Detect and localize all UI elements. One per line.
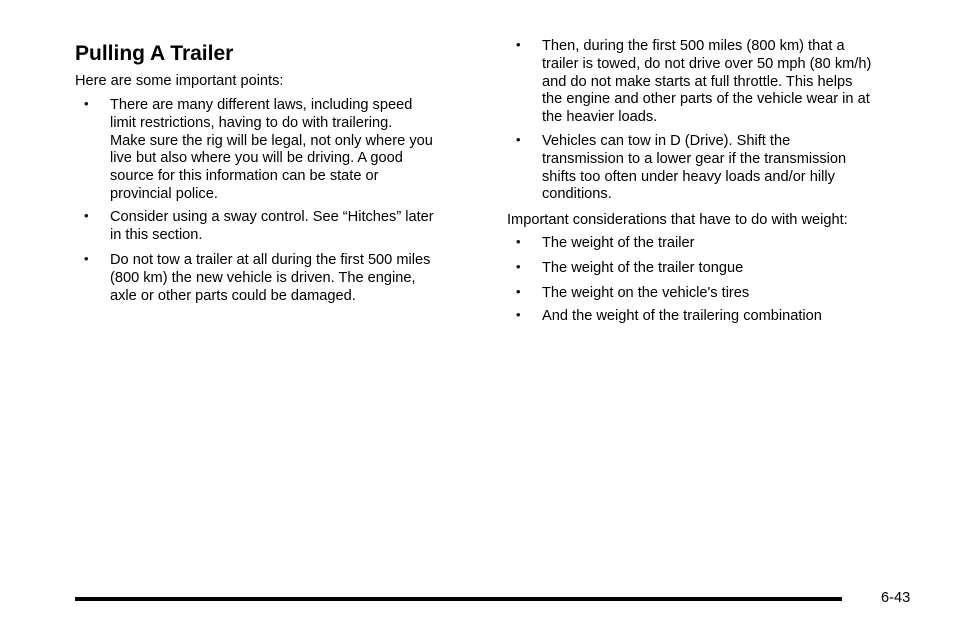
page-title: Pulling A Trailer (75, 42, 234, 65)
bullet-line: transmission to a lower gear if the transmission (542, 150, 847, 167)
bullet-line: And the weight of the trailering combination (542, 308, 822, 325)
bullet-line: The weight of the trailer tongue (542, 259, 744, 276)
bullet-line: conditions. (542, 186, 612, 203)
bullet-line: the heavier loads. (542, 109, 658, 126)
bullet-line: provincial police. (110, 185, 218, 202)
bullet-line: Make sure the rig will be legal, not only where you (110, 132, 433, 149)
bullet-line: The weight on the vehicle's tires (542, 284, 750, 301)
bullet-dot: • (516, 37, 521, 52)
bullet-line: (800 km) the new vehicle is driven. The engine, (110, 269, 416, 286)
page-number: 6-43 (881, 590, 911, 606)
bullet-line: There are many different laws, including speed (110, 97, 413, 113)
bullet-line: Do not tow a trailer at all during the first 500 miles (110, 252, 431, 268)
bullet-line: and do not make starts at full throttle. This helps (542, 73, 853, 90)
bullet-dot: • (516, 258, 521, 274)
bullet-dot: • (84, 251, 89, 266)
bullet-item (75, 209, 434, 245)
left-bullet-list (75, 97, 433, 204)
bullet-item (507, 285, 822, 303)
bullet-item (507, 133, 846, 204)
weight-bullet-list (507, 235, 822, 326)
bullet-line: limit restrictions, having to do with trailering. (110, 114, 393, 131)
bullet-item (75, 97, 433, 204)
bullet-dot: • (516, 132, 521, 147)
bullet-dot: • (84, 208, 89, 223)
bullet-dot: • (516, 283, 521, 299)
intro-text: Here are some important points: (75, 73, 284, 89)
right-bullet-list (507, 38, 871, 127)
bullet-item (75, 252, 430, 305)
bullet-line: Vehicles can tow in D (Drive). Shift the (542, 133, 791, 149)
bullet-item (507, 38, 871, 127)
bullet-line: Then, during the first 500 miles (800 km) that a (542, 38, 845, 54)
bullet-dot: • (84, 96, 89, 111)
bullet-line: The weight of the trailer (542, 235, 695, 251)
bullet-line: the engine and other parts of the vehicle wear in at (542, 91, 870, 108)
bullet-line: Consider using a sway control. See “Hitches” later (110, 209, 434, 225)
bullet-line: axle or other parts could be damaged. (110, 287, 356, 304)
footer-rule (75, 597, 842, 601)
bullet-line: live but also where you will be driving. A good (110, 150, 403, 167)
bullet-line: source for this information can be state or (110, 168, 379, 185)
bullet-line: trailer is towed, do not drive over 50 mph (80 km/h) (542, 55, 872, 72)
bullet-line: in this section. (110, 226, 203, 243)
bullet-dot: • (516, 307, 521, 323)
bullet-item (507, 235, 822, 253)
bullet-item (507, 260, 822, 278)
bullet-line: shifts too often under heavy loads and/or hilly (542, 168, 835, 185)
bullet-item (507, 308, 822, 326)
weight-intro-text: Important considerations that have to do with weight: (507, 212, 848, 228)
left-bullet-list-2 (75, 209, 434, 245)
bullet-dot: • (516, 234, 521, 249)
left-bullet-list-3 (75, 252, 430, 305)
right-bullet-list-2 (507, 133, 846, 204)
